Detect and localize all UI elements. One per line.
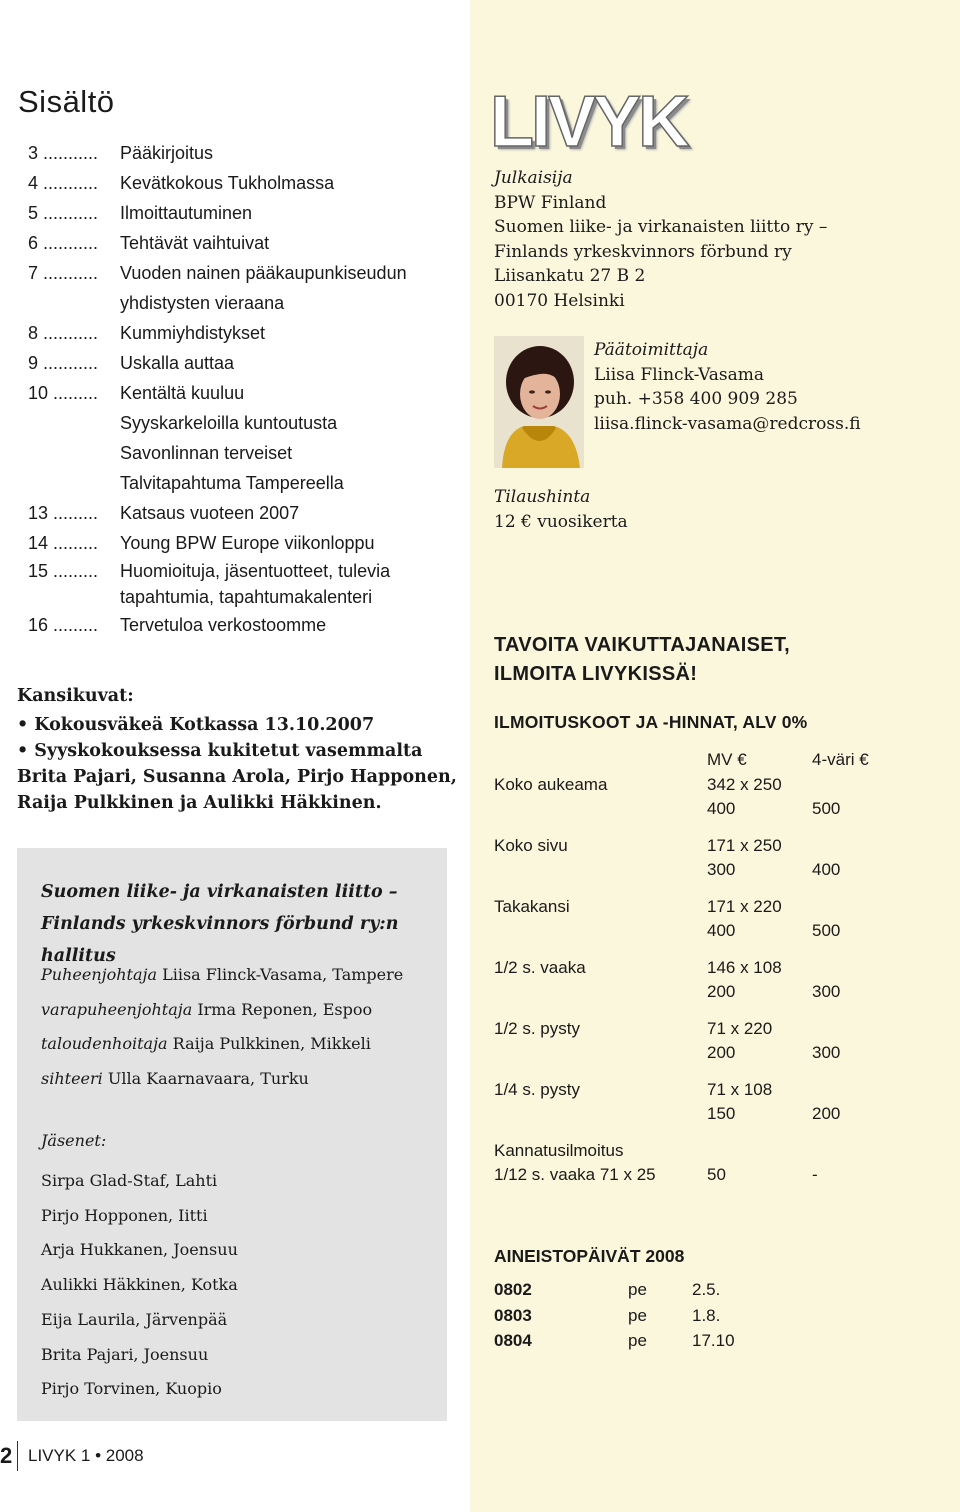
rate-spacer xyxy=(494,1066,934,1078)
editor-name: Liisa Flinck-Vasama xyxy=(594,364,765,385)
footer-issue: LIVYK 1 • 2008 xyxy=(28,1446,144,1465)
editor-photo xyxy=(494,336,584,468)
rate-color-price: 500 xyxy=(812,799,841,818)
col-color-header: 4-väri € xyxy=(812,750,869,769)
rate-row xyxy=(494,1017,934,1042)
material-date: 1.8. xyxy=(692,1305,721,1325)
support-size: 1/12 s. vaaka 71 x 25 xyxy=(494,1165,656,1184)
toc-entry-title xyxy=(120,258,468,318)
officer-role: varapuheenjohtaja xyxy=(41,999,193,1019)
material-issue-code: 0804 xyxy=(494,1331,532,1350)
member-item: Pirjo Torvinen, Kuopio xyxy=(41,1379,222,1399)
toc-page-number: 10 ......... xyxy=(28,383,99,403)
subscription-price xyxy=(494,485,628,534)
rate-color-price: 200 xyxy=(812,1104,841,1123)
publisher-line: Suomen liike- ja virkanaisten liitto ry – xyxy=(494,217,828,237)
toc-line: Ilmoittautuminen xyxy=(120,203,253,223)
toc-line: Huomioituja, jäsentuotteet, tulevia xyxy=(120,561,391,581)
toc-line: Tervetuloa verkostoomme xyxy=(120,615,327,635)
toc-line: Kummiyhdistykset xyxy=(120,323,266,343)
board-officers xyxy=(41,958,441,1096)
footer-divider xyxy=(17,1441,18,1471)
publisher-line: Liisankatu 27 B 2 xyxy=(494,266,646,286)
material-issue-code: 0802 xyxy=(494,1280,532,1299)
toc-line: Tehtävät vaihtuivat xyxy=(120,233,270,253)
rate-price-row xyxy=(494,858,934,883)
rate-row xyxy=(494,956,934,981)
toc-page-number: 4 ........... xyxy=(28,173,99,193)
officer-name: Ulla Kaarnavaara, Turku xyxy=(107,1068,309,1088)
rate-price-row xyxy=(494,1041,934,1066)
officer-name: Irma Reponen, Espoo xyxy=(197,999,373,1019)
rate-size: 71 x 108 xyxy=(707,1079,773,1099)
toc-entry-title xyxy=(120,528,468,558)
toc-entry xyxy=(28,318,468,348)
rate-label: Koko aukeama xyxy=(494,774,608,794)
rate-spacer xyxy=(494,1005,934,1017)
price-label: Tilaushinta xyxy=(494,487,591,507)
rate-mv-price: 300 xyxy=(707,860,736,879)
rates-header xyxy=(494,748,934,773)
publisher-line: 00170 Helsinki xyxy=(494,290,625,311)
toc-entry xyxy=(28,228,468,258)
rate-price-row xyxy=(494,980,934,1005)
toc-entry-title xyxy=(120,558,468,610)
toc-page-number: 5 ........... xyxy=(28,203,99,223)
toc-page-number: 9 ........... xyxy=(28,353,99,373)
toc-line: Savonlinnan terveiset xyxy=(120,443,293,463)
cover-heading: Kansikuvat: xyxy=(17,686,134,706)
cover-caption: • Syyskokouksessa kukitetut vasemmalta Brita Pajari, Susanna Arola, Pirjo Happonen, Raija Pulkkinen ja Aulikki Häkkinen. xyxy=(17,741,457,813)
col-mv-header: MV € xyxy=(707,750,747,769)
toc-entry xyxy=(28,258,468,318)
rate-label: Takakansi xyxy=(494,896,570,916)
rate-mv-price: 400 xyxy=(707,799,736,818)
toc-entry-title xyxy=(120,228,468,258)
cover-captions xyxy=(17,683,457,816)
board-title-line: Finlands yrkeskvinnors förbund ry:n hallitus xyxy=(41,914,399,966)
material-weekday: pe xyxy=(628,1280,647,1299)
toc-entry xyxy=(28,498,468,528)
rate-label: 1/2 s. pysty xyxy=(494,1018,580,1038)
material-date: 17.10 xyxy=(692,1331,735,1350)
livyk-logo: LIVYK xyxy=(490,82,688,162)
toc-entry xyxy=(28,558,468,610)
toc-page-number: 7 ........... xyxy=(28,263,99,283)
toc-line: Syyskarkeloilla kuntoutusta xyxy=(120,413,338,433)
toc-page-number: 6 ........... xyxy=(28,233,99,253)
rate-color-price: 300 xyxy=(812,982,841,1001)
toc-entry-title xyxy=(120,348,468,378)
member-item: Sirpa Glad-Staf, Lahti xyxy=(41,1171,218,1190)
rate-size: 171 x 250 xyxy=(707,835,782,855)
toc-entry-title xyxy=(120,198,468,228)
ad-rates-table xyxy=(494,748,934,1188)
member-item: Aulikki Häkkinen, Kotka xyxy=(41,1275,238,1295)
rate-row xyxy=(494,773,934,798)
toc-line: Pääkirjoitus xyxy=(120,143,214,163)
material-weekday: pe xyxy=(628,1305,647,1325)
cover-caption: • Kokousväkeä Kotkassa 13.10.2007 xyxy=(17,715,375,735)
publisher-label: Julkaisija xyxy=(494,168,573,188)
editor-email[interactable]: liisa.flinck-vasama@redcross.fi xyxy=(594,413,861,434)
table-of-contents xyxy=(28,138,468,640)
rate-label: 1/2 s. vaaka xyxy=(494,957,586,977)
rate-size: 342 x 250 xyxy=(707,774,782,794)
page-number: 2 xyxy=(0,1443,13,1468)
rate-color-price: 400 xyxy=(812,860,841,879)
publisher-line: BPW Finland xyxy=(494,192,607,213)
toc-line: Young BPW Europe viikonloppu xyxy=(120,533,375,553)
toc-page-number: 8 ........... xyxy=(28,323,99,343)
board-box xyxy=(17,848,447,1421)
rate-label: Koko sivu xyxy=(494,835,568,855)
price-value: 12 € vuosikerta xyxy=(494,511,628,532)
rate-row xyxy=(494,834,934,859)
support-row xyxy=(494,1139,934,1164)
board-title-line: Suomen liike- ja virkanaisten liitto – xyxy=(41,882,398,902)
officer-row xyxy=(41,1027,441,1062)
rate-mv-price: 200 xyxy=(707,1043,736,1062)
toc-entry xyxy=(28,168,468,198)
editor-phone: puh. +358 400 909 285 xyxy=(594,389,798,409)
toc-page-number: 3 ........... xyxy=(28,143,99,163)
toc-line: Uskalla auttaa xyxy=(120,353,235,373)
toc-entry xyxy=(28,198,468,228)
rate-mv-price: 200 xyxy=(707,982,736,1001)
member-item: Brita Pajari, Joensuu xyxy=(41,1344,209,1364)
material-dates-title: AINEISTOPÄIVÄT 2008 xyxy=(494,1246,685,1266)
rate-row xyxy=(494,895,934,920)
rate-spacer xyxy=(494,944,934,956)
rate-mv-price: 400 xyxy=(707,921,736,940)
toc-line: Kevätkokous Tukholmassa xyxy=(120,173,335,193)
publisher-line: Finlands yrkeskvinnors förbund ry xyxy=(494,241,792,262)
support-mv-price: 50 xyxy=(707,1165,726,1184)
rate-mv-price: 150 xyxy=(707,1104,736,1123)
toc-line: Talvitapahtuma Tampereella xyxy=(120,473,344,493)
support-label: Kannatusilmoitus xyxy=(494,1140,624,1160)
toc-line: Kentältä kuuluu xyxy=(120,383,245,403)
officer-row xyxy=(41,1062,441,1097)
support-price-row xyxy=(494,1163,934,1188)
rate-row xyxy=(494,1078,934,1103)
rate-color-price: 500 xyxy=(812,921,841,940)
rate-label: 1/4 s. pysty xyxy=(494,1079,580,1099)
toc-entry-title xyxy=(120,610,468,640)
toc-line: Katsaus vuoteen 2007 xyxy=(120,503,300,523)
toc-entry xyxy=(28,378,468,498)
toc-entry xyxy=(28,138,468,168)
rate-spacer xyxy=(494,822,934,834)
officer-row xyxy=(41,993,441,1028)
rate-price-row xyxy=(494,1102,934,1127)
members-list xyxy=(41,1164,238,1407)
support-color-price: - xyxy=(812,1165,818,1184)
ad-headline-line: ILMOITA LIVYKISSÄ! xyxy=(494,663,698,685)
toc-entry-title xyxy=(120,378,468,498)
rate-size: 146 x 108 xyxy=(707,957,782,977)
rate-price-row xyxy=(494,797,934,822)
officer-name: Raija Pulkkinen, Mikkeli xyxy=(172,1034,371,1053)
member-item: Eija Laurila, Järvenpää xyxy=(41,1309,228,1329)
officer-role: taloudenhoitaja xyxy=(41,1034,168,1053)
toc-entry-title xyxy=(120,168,468,198)
toc-line: yhdistysten vieraana xyxy=(120,293,285,313)
rate-size: 71 x 220 xyxy=(707,1018,773,1038)
toc-line: tapahtumia, tapahtumakalenteri xyxy=(120,587,373,607)
toc-entry xyxy=(28,528,468,558)
officer-role: Puheenjohtaja xyxy=(41,965,157,984)
rate-spacer xyxy=(494,1127,934,1139)
rate-size: 171 x 220 xyxy=(707,896,782,916)
toc-page-number: 15 ......... xyxy=(28,561,99,581)
ad-headline-line: TAVOITA VAIKUTTAJANAISET, xyxy=(494,634,791,656)
publisher-block xyxy=(494,166,827,313)
toc-page-number: 14 ......... xyxy=(28,533,99,553)
ad-subheading: ILMOITUSKOOT JA -HINNAT, ALV 0% xyxy=(494,712,808,732)
officer-name: Liisa Flinck-Vasama, Tampere xyxy=(162,965,404,984)
officer-role: sihteeri xyxy=(41,1068,103,1088)
toc-page-number: 13 ......... xyxy=(28,503,99,523)
material-weekday: pe xyxy=(628,1331,647,1350)
ad-headline xyxy=(494,631,790,689)
toc-entry xyxy=(28,348,468,378)
editor-label: Päätoimittaja xyxy=(594,340,709,360)
toc-entry-title xyxy=(120,318,468,348)
editor-block xyxy=(594,338,861,436)
toc-entry-title xyxy=(120,138,468,168)
rate-color-price: 300 xyxy=(812,1043,841,1062)
rate-price-row xyxy=(494,919,934,944)
member-item: Pirjo Hopponen, Iitti xyxy=(41,1205,208,1225)
officer-row xyxy=(41,958,441,993)
toc-page-number: 16 ......... xyxy=(28,615,99,635)
material-date: 2.5. xyxy=(692,1280,721,1299)
toc-line: Vuoden nainen pääkaupunkiseudun xyxy=(120,263,407,283)
toc-entry-title xyxy=(120,498,468,528)
toc-entry xyxy=(28,610,468,640)
members-label: Jäsenet: xyxy=(41,1131,107,1150)
material-issue-code: 0803 xyxy=(494,1305,532,1325)
toc-title: Sisältö xyxy=(18,84,115,119)
member-item: Arja Hukkanen, Joensuu xyxy=(41,1240,238,1260)
rate-spacer xyxy=(494,883,934,895)
